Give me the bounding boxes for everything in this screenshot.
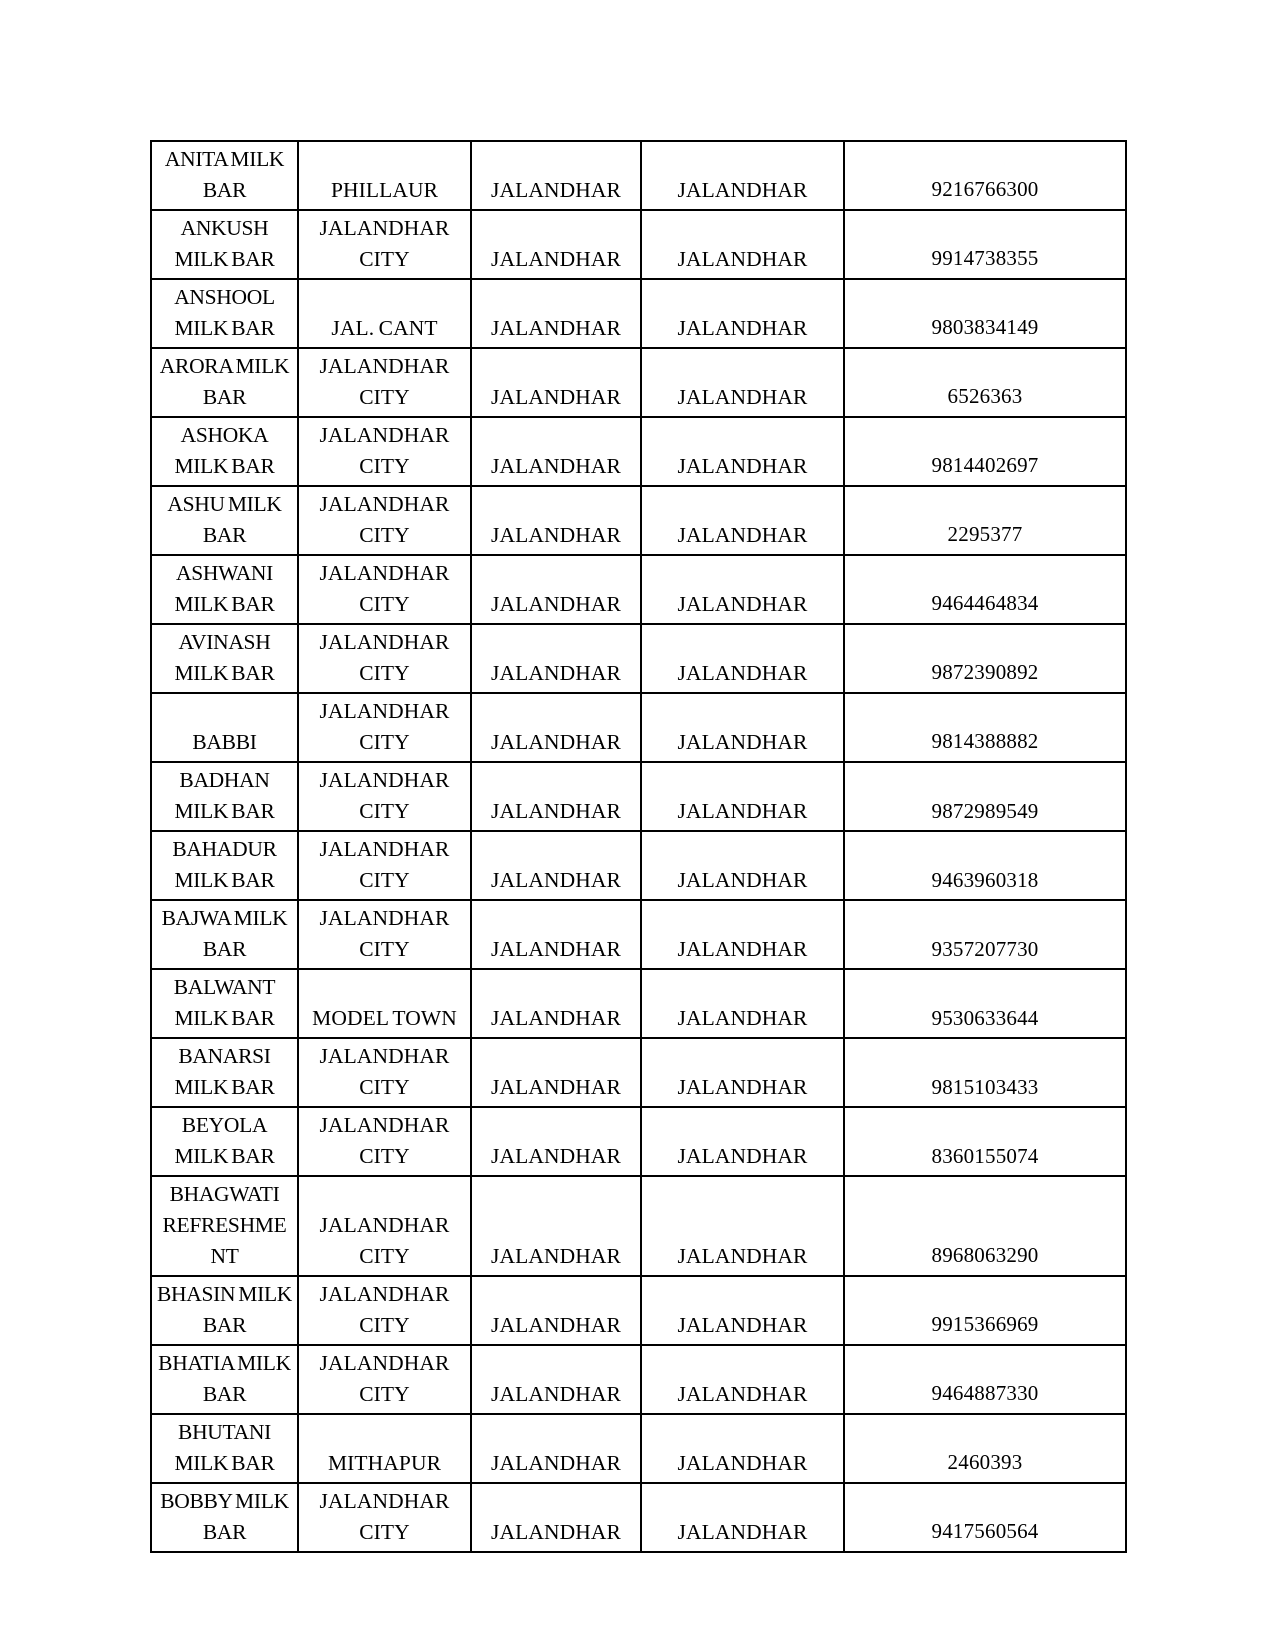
cell-district: JALANDHAR <box>471 141 641 210</box>
cell-district: JALANDHAR <box>471 486 641 555</box>
table-row <box>151 624 1126 693</box>
cell-phone-number: 9814402697 <box>844 417 1126 486</box>
cell-region: JALANDHAR <box>641 417 844 486</box>
cell-district: JALANDHAR <box>471 624 641 693</box>
cell-district: JALANDHAR <box>471 1176 641 1276</box>
cell-region: JALANDHAR <box>641 1345 844 1414</box>
cell-business-name: ANITA MILK BAR <box>151 141 298 210</box>
cell-phone-number: 9357207730 <box>844 900 1126 969</box>
table-row <box>151 555 1126 624</box>
cell-region: JALANDHAR <box>641 762 844 831</box>
cell-business-name: ANKUSH MILK BAR <box>151 210 298 279</box>
table-row <box>151 486 1126 555</box>
cell-locality: JALANDHAR CITY <box>298 1483 471 1552</box>
cell-region: JALANDHAR <box>641 279 844 348</box>
cell-phone-number: 9417560564 <box>844 1483 1126 1552</box>
cell-business-name: BHATIA MILK BAR <box>151 1345 298 1414</box>
cell-locality: JALANDHAR CITY <box>298 1107 471 1176</box>
cell-region: JALANDHAR <box>641 1176 844 1276</box>
cell-locality: JALANDHAR CITY <box>298 417 471 486</box>
cell-region: JALANDHAR <box>641 624 844 693</box>
cell-business-name: BALWANT MILK BAR <box>151 969 298 1038</box>
cell-business-name: AVINASH MILK BAR <box>151 624 298 693</box>
table-row <box>151 1038 1126 1107</box>
cell-locality: JALANDHAR CITY <box>298 348 471 417</box>
cell-district: JALANDHAR <box>471 555 641 624</box>
cell-business-name: BHAGWATI REFRESHME NT <box>151 1176 298 1276</box>
cell-region: JALANDHAR <box>641 1107 844 1176</box>
cell-region: JALANDHAR <box>641 1038 844 1107</box>
cell-business-name: ASHWANI MILK BAR <box>151 555 298 624</box>
cell-business-name: ANSHOOL MILK BAR <box>151 279 298 348</box>
cell-phone-number: 9814388882 <box>844 693 1126 762</box>
cell-phone-number: 2460393 <box>844 1414 1126 1483</box>
table-row <box>151 141 1126 210</box>
cell-district: JALANDHAR <box>471 762 641 831</box>
cell-business-name: ASHU MILK BAR <box>151 486 298 555</box>
table-row <box>151 279 1126 348</box>
table-row <box>151 1276 1126 1345</box>
cell-phone-number: 6526363 <box>844 348 1126 417</box>
cell-region: JALANDHAR <box>641 1483 844 1552</box>
cell-phone-number: 9915366969 <box>844 1276 1126 1345</box>
cell-district: JALANDHAR <box>471 969 641 1038</box>
cell-phone-number: 9464464834 <box>844 555 1126 624</box>
cell-locality: JALANDHAR CITY <box>298 1276 471 1345</box>
cell-business-name: BAJWA MILK BAR <box>151 900 298 969</box>
table-row <box>151 417 1126 486</box>
cell-phone-number: 9530633644 <box>844 969 1126 1038</box>
cell-region: JALANDHAR <box>641 1276 844 1345</box>
cell-region: JALANDHAR <box>641 141 844 210</box>
cell-business-name: BAHADUR MILK BAR <box>151 831 298 900</box>
cell-locality: MODEL TOWN <box>298 969 471 1038</box>
cell-phone-number: 9914738355 <box>844 210 1126 279</box>
cell-district: JALANDHAR <box>471 693 641 762</box>
cell-locality: JALANDHAR CITY <box>298 1038 471 1107</box>
cell-region: JALANDHAR <box>641 831 844 900</box>
cell-phone-number: 8360155074 <box>844 1107 1126 1176</box>
cell-locality: JALANDHAR CITY <box>298 762 471 831</box>
cell-business-name: BHUTANI MILK BAR <box>151 1414 298 1483</box>
cell-district: JALANDHAR <box>471 210 641 279</box>
cell-region: JALANDHAR <box>641 900 844 969</box>
cell-locality: JAL. CANT <box>298 279 471 348</box>
cell-region: JALANDHAR <box>641 210 844 279</box>
cell-district: JALANDHAR <box>471 1038 641 1107</box>
cell-district: JALANDHAR <box>471 1483 641 1552</box>
cell-district: JALANDHAR <box>471 900 641 969</box>
table-row <box>151 1107 1126 1176</box>
cell-locality: JALANDHAR CITY <box>298 555 471 624</box>
cell-locality: JALANDHAR CITY <box>298 1176 471 1276</box>
cell-locality: JALANDHAR CITY <box>298 624 471 693</box>
cell-business-name: BANARSI MILK BAR <box>151 1038 298 1107</box>
cell-locality: JALANDHAR CITY <box>298 1345 471 1414</box>
cell-phone-number: 9464887330 <box>844 1345 1126 1414</box>
dealer-listing-table <box>150 140 1127 1553</box>
cell-district: JALANDHAR <box>471 1276 641 1345</box>
table-row <box>151 1414 1126 1483</box>
cell-phone-number: 9463960318 <box>844 831 1126 900</box>
cell-business-name: BABBI <box>151 693 298 762</box>
table-row <box>151 693 1126 762</box>
table-row <box>151 831 1126 900</box>
cell-locality: JALANDHAR CITY <box>298 693 471 762</box>
cell-locality: PHILLAUR <box>298 141 471 210</box>
cell-locality: JALANDHAR CITY <box>298 210 471 279</box>
cell-business-name: ARORA MILK BAR <box>151 348 298 417</box>
cell-region: JALANDHAR <box>641 348 844 417</box>
cell-phone-number: 2295377 <box>844 486 1126 555</box>
cell-phone-number: 9216766300 <box>844 141 1126 210</box>
cell-district: JALANDHAR <box>471 831 641 900</box>
cell-business-name: BEYOLA MILK BAR <box>151 1107 298 1176</box>
cell-business-name: ASHOKA MILK BAR <box>151 417 298 486</box>
cell-district: JALANDHAR <box>471 1414 641 1483</box>
cell-phone-number: 9803834149 <box>844 279 1126 348</box>
table-body <box>151 141 1126 1552</box>
table-row <box>151 348 1126 417</box>
cell-region: JALANDHAR <box>641 486 844 555</box>
cell-business-name: BADHAN MILK BAR <box>151 762 298 831</box>
table-row <box>151 210 1126 279</box>
cell-region: JALANDHAR <box>641 969 844 1038</box>
cell-region: JALANDHAR <box>641 693 844 762</box>
table-row <box>151 1176 1126 1276</box>
cell-district: JALANDHAR <box>471 279 641 348</box>
cell-phone-number: 9815103433 <box>844 1038 1126 1107</box>
cell-region: JALANDHAR <box>641 555 844 624</box>
cell-district: JALANDHAR <box>471 1107 641 1176</box>
cell-locality: JALANDHAR CITY <box>298 831 471 900</box>
cell-district: JALANDHAR <box>471 348 641 417</box>
cell-phone-number: 9872390892 <box>844 624 1126 693</box>
table-row <box>151 1483 1126 1552</box>
cell-district: JALANDHAR <box>471 1345 641 1414</box>
cell-phone-number: 9872989549 <box>844 762 1126 831</box>
cell-business-name: BOBBY MILK BAR <box>151 1483 298 1552</box>
table-row <box>151 762 1126 831</box>
table-row <box>151 969 1126 1038</box>
cell-locality: JALANDHAR CITY <box>298 900 471 969</box>
table-row <box>151 900 1126 969</box>
cell-phone-number: 8968063290 <box>844 1176 1126 1276</box>
cell-locality: MITHAPUR <box>298 1414 471 1483</box>
cell-business-name: BHASIN MILK BAR <box>151 1276 298 1345</box>
cell-region: JALANDHAR <box>641 1414 844 1483</box>
table-row <box>151 1345 1126 1414</box>
cell-district: JALANDHAR <box>471 417 641 486</box>
cell-locality: JALANDHAR CITY <box>298 486 471 555</box>
